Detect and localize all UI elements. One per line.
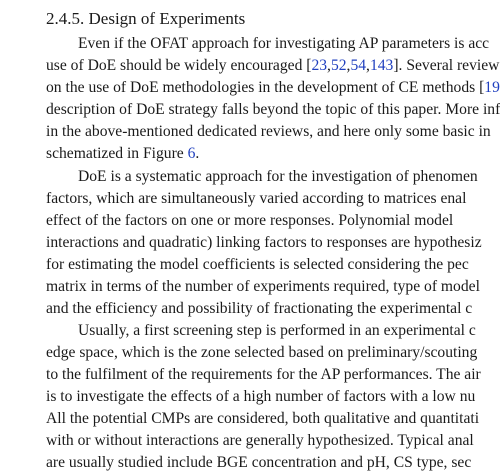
- paragraph-line: for estimating the model coefficients is selected considering the pec: [46, 256, 469, 273]
- text-run: .: [195, 145, 200, 162]
- citation-link[interactable]: 23: [311, 57, 328, 74]
- paragraph-line: edge space, which is the zone selected based on preliminary/scouting: [46, 344, 478, 361]
- text-run: on the use of DoE methodologies in the development of CE methods [: [46, 79, 485, 96]
- section-number: 2.4.5.: [46, 9, 85, 28]
- paragraph-line: with or without interactions are generally hypothesized. Typical anal: [46, 432, 474, 449]
- paragraph-line: [46, 77, 500, 99]
- paragraph-line: to the fulfilment of the requirements for the AP performances. The air: [46, 366, 481, 383]
- text-run: ]. Several review: [393, 57, 500, 74]
- figure-link[interactable]: 6: [187, 145, 196, 162]
- paragraph-line: effect of the factors on one or more responses. Polynomial model: [46, 212, 454, 229]
- paragraph-line: and the efficiency and possibility of fractionating the experimental c: [46, 300, 473, 317]
- paragraph-line: interactions and quadratic) linking factors to responses are hypothesiz: [46, 234, 482, 251]
- citation-link[interactable]: 54: [350, 57, 367, 74]
- paragraph-line: matrix in terms of the number of experiments required, type of model: [46, 278, 480, 295]
- paragraph-line: All the potential CMPs are considered, both qualitative and quantitati: [46, 410, 480, 427]
- citation-link[interactable]: 52: [330, 57, 347, 74]
- text-run: use of DoE should be widely encouraged [: [46, 57, 312, 74]
- citation-link[interactable]: 19: [484, 79, 500, 96]
- section-heading: [46, 8, 245, 30]
- paragraph-line: use of DoE should be widely encouraged [23,52,54,143]. Several review: [46, 57, 500, 74]
- paragraph-line: is to investigate the effects of a high number of factors with a low nu: [46, 388, 476, 405]
- citation-link[interactable]: 143: [369, 57, 394, 74]
- paragraph-line: [46, 143, 199, 165]
- paragraph-line: DoE is a systematic approach for the investigation of phenomen: [78, 168, 478, 185]
- paragraph-line: in the above-mentioned dedicated reviews, and here only some basic in: [46, 123, 491, 140]
- text-run: schematized in Figure: [46, 145, 188, 162]
- paragraph-line: factors, which are simultaneously varied according to matrices enal: [46, 190, 467, 207]
- paragraph-line: are usually studied include BGE concentration and pH, CS type, sec: [46, 454, 472, 471]
- section-title: Design of Experiments: [88, 9, 246, 28]
- paragraph-line: description of DoE strategy falls beyond the topic of this paper. More inf: [46, 101, 500, 118]
- paragraph-line: Usually, a first screening step is performed in an experimental c: [78, 322, 476, 339]
- paragraph-line: Even if the OFAT approach for investigating AP parameters is acc: [78, 35, 490, 52]
